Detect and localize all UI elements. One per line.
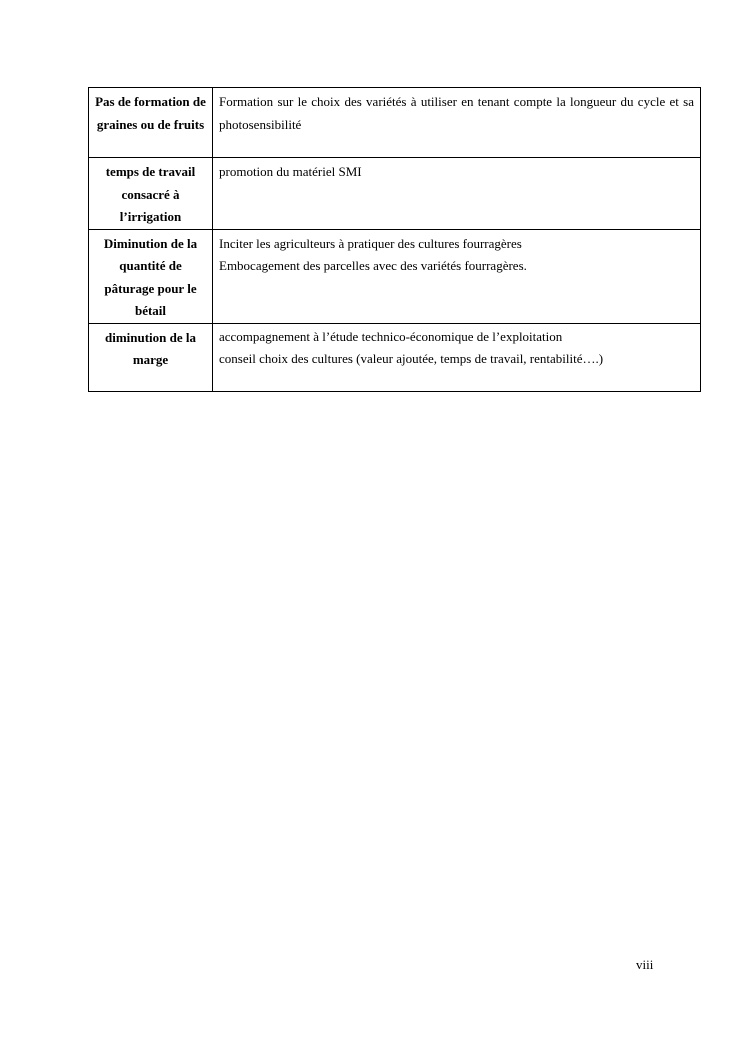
page-number: viii [636, 957, 654, 972]
table-row [89, 88, 701, 158]
table-row [89, 229, 701, 323]
measure-cell [213, 229, 701, 323]
problem-cell: diminution de la marge [89, 323, 213, 391]
measure-line: Formation sur le choix des variétés à utiliser en tenant compte la longueur du cycle et sa photosensibilité [219, 94, 694, 132]
measures-table [88, 87, 701, 392]
measure-line: Embocagement des parcelles avec des variétés fourragères. [219, 258, 527, 273]
measure-cell [213, 158, 701, 230]
table-row [89, 323, 701, 391]
measure-line: Inciter les agriculteurs à pratiquer des cultures fourragères [219, 235, 522, 251]
measure-line: conseil choix des cultures (valeur ajoutée, temps de travail, rentabilité….) [219, 351, 604, 366]
measure-line: promotion du matériel SMI [219, 164, 362, 179]
problem-cell: Diminution de la quantité de pâturage pour le bétail [89, 229, 213, 323]
measure-cell [213, 323, 701, 391]
problem-cell: Pas de formation de graines ou de fruits [89, 88, 213, 158]
problem-cell: temps de travail consacré à l’irrigation [89, 158, 213, 230]
table-row [89, 158, 701, 230]
measure-cell [213, 88, 701, 158]
measure-line: accompagnement à l’étude technico-économique de l’exploitation [219, 328, 563, 344]
measures-table-body [89, 88, 701, 392]
